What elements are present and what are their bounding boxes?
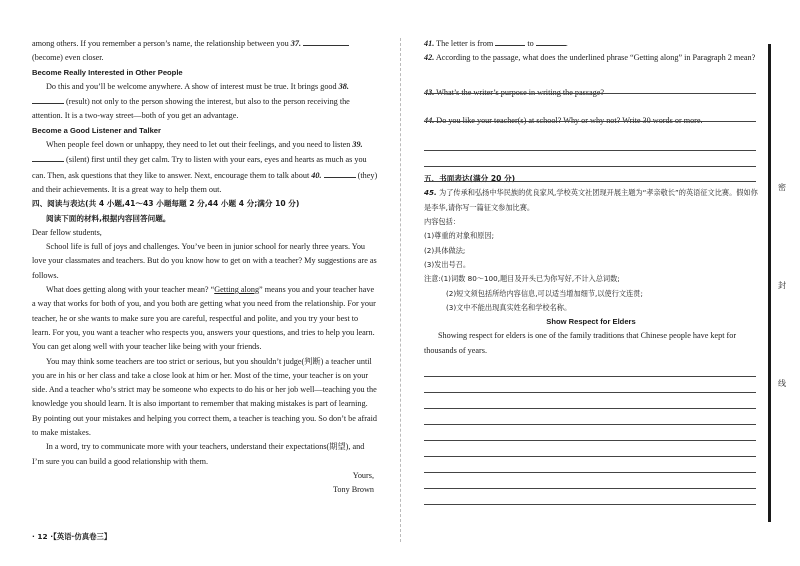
question-42: 42. According to the passage, what does the underlined phrase “Getting along” in Paragraph 2 mean? (424, 53, 756, 63)
letter-greeting: Dear fellow students, (32, 227, 102, 237)
subheading-listener: Become a Good Listener and Talker (32, 125, 161, 135)
seal-line-bar (768, 44, 771, 522)
interest-paragraph: Do this and you’ll be welcome anywhere. A show of interest must be true. It brings good 38. (result) not only to the person showing the interest, but also to the person receiving the attention. It is a two-way street—both of you get an advantage. (32, 81, 350, 121)
answer-line-44-1[interactable] (424, 150, 756, 151)
answer-line-42[interactable] (424, 93, 756, 94)
letter-signature: Tony Brown (332, 485, 374, 495)
answer-blank-39[interactable] (32, 152, 64, 162)
seal-char-mi: 密 (778, 183, 786, 192)
left-column (32, 36, 378, 498)
essay-line-9[interactable] (424, 504, 756, 505)
intro-paragraph: among others. If you remember a person’s name, the relationship between you 37. (become) even closer. (32, 36, 378, 66)
question-45: 45. 为了传承和弘扬中华民族的优良家风,学校英文社团现开展主题为“孝亲敬长”的英语征文比赛。假如你是李华,请你写一篇征文参加比赛。 (424, 188, 758, 212)
letter-paragraph-1: School life is full of joys and challenges. You’ve been in junior school for nearly three years. You love your classmates and teachers. But do you know how to get on with a teacher? My suggestions are as follows. (32, 242, 377, 280)
content-item-3: (3)发出号召。 (424, 259, 471, 269)
note-3: (3)文中不能出现真实姓名和学校名称。 (446, 302, 572, 312)
note-2: (2)短文须包括所给内容信息,可以适当增加细节,以使行文连贯; (446, 288, 643, 298)
essay-line-2[interactable] (424, 392, 756, 393)
answer-blank-41-from[interactable] (495, 36, 525, 46)
answer-blank-41-to[interactable] (536, 36, 566, 46)
page-footer: · 12 ·【英语·仿真卷三】 (32, 532, 112, 541)
answer-line-43[interactable] (424, 121, 756, 122)
column-divider (400, 38, 401, 542)
essay-line-3[interactable] (424, 408, 756, 409)
question-number-39: 39. (352, 140, 363, 150)
right-column (424, 36, 758, 358)
listen-paragraph: When people feel down or unhappy, they need to let out their feelings, and you need to listen 39. (silent) first until they get calm. Try to listen with your ears, eyes and hearts as much as you can. Then, ask questions that they like to answer. Next, encourage them to talk about 40. (they) and their achievements. It is a great way to help them out. (32, 140, 378, 194)
essay-line-4[interactable] (424, 424, 756, 425)
section-5-title: 五、书面表达(满分 20 分) (424, 174, 516, 184)
essay-line-6[interactable] (424, 456, 756, 457)
answer-blank-37[interactable] (303, 36, 349, 46)
essay-line-5[interactable] (424, 440, 756, 441)
question-number-38: 38. (338, 81, 349, 91)
section-4-instruction: 阅读下面的材料,根据内容回答问题。 (46, 213, 171, 223)
subheading-interested: Become Really Interested in Other People (32, 67, 183, 77)
content-label: 内容包括： (424, 217, 460, 227)
content-item-2: (2)具体做法; (424, 245, 466, 255)
section-4-title: 四、阅读与表达(共 4 小题,41～43 小题每题 2 分,44 小题 4 分;满分 10 分) (32, 199, 300, 209)
letter-paragraph-2: What does getting along with your teacher mean? “Getting along” means you and your teacher have a way that works for both of you, and you both are getting what you need from the relationship. For your teacher, he or she wants to make sure you are careful, respectful and polite, and you try your best to learn. For you, you want a teacher who respects you, answers your questions, and tries to help you learn. You can get along well with your teacher like being with your friends. (32, 285, 376, 352)
seal-char-feng: 封 (778, 281, 786, 290)
answer-blank-40[interactable] (324, 168, 356, 178)
letter-closing: Yours, (352, 470, 374, 480)
answer-line-44-3[interactable] (424, 181, 756, 182)
note-1: 注意:(1)词数 80～100,题目及开头已为你写好,不计入总词数; (424, 274, 620, 284)
seal-char-xian: 线 (778, 379, 786, 388)
question-44: 44. Do you like your teacher(s) at school? Why or why not? Write 30 words or more. (424, 115, 703, 125)
essay-line-7[interactable] (424, 472, 756, 473)
essay-line-1[interactable] (424, 376, 756, 377)
content-item-1: (1)尊重的对象和原因; (424, 231, 495, 241)
letter-paragraph-4: In a word, try to communicate more with your teachers, understand their expectations(期望), and I’m sure you can build a good relationship with them. (32, 442, 365, 466)
underlined-phrase: Getting along (214, 285, 260, 295)
question-43: 43. What’s the writer’s purpose in writing the passage? (424, 87, 605, 97)
essay-title: Show Respect for Elders (546, 317, 636, 327)
answer-line-44-2[interactable] (424, 166, 756, 167)
answer-blank-38[interactable] (32, 94, 64, 104)
letter-paragraph-3: You may think some teachers are too strict or serious, but you shouldn’t judge(判断) a teacher until you are in his or her class and take a close look at him or her. Most of the time, your teacher is on your side. And a teacher who’s strict may be someone who expects to do his or her job well—teaching you the knowledge you should learn. It is also important to remember that making mistakes is part of learning. By pointing out your mistakes and helping you correct them, a teacher is teaching you. So don’t be afraid to make mistakes. (32, 356, 378, 438)
question-number-37: 37. (290, 39, 301, 48)
essay-line-8[interactable] (424, 488, 756, 489)
question-41: 41. The letter is from to . (424, 36, 758, 51)
essay-opening: Showing respect for elders is one of the family traditions that Chinese people have kept for thousands of years. (424, 331, 737, 355)
question-number-40: 40. (311, 170, 322, 180)
